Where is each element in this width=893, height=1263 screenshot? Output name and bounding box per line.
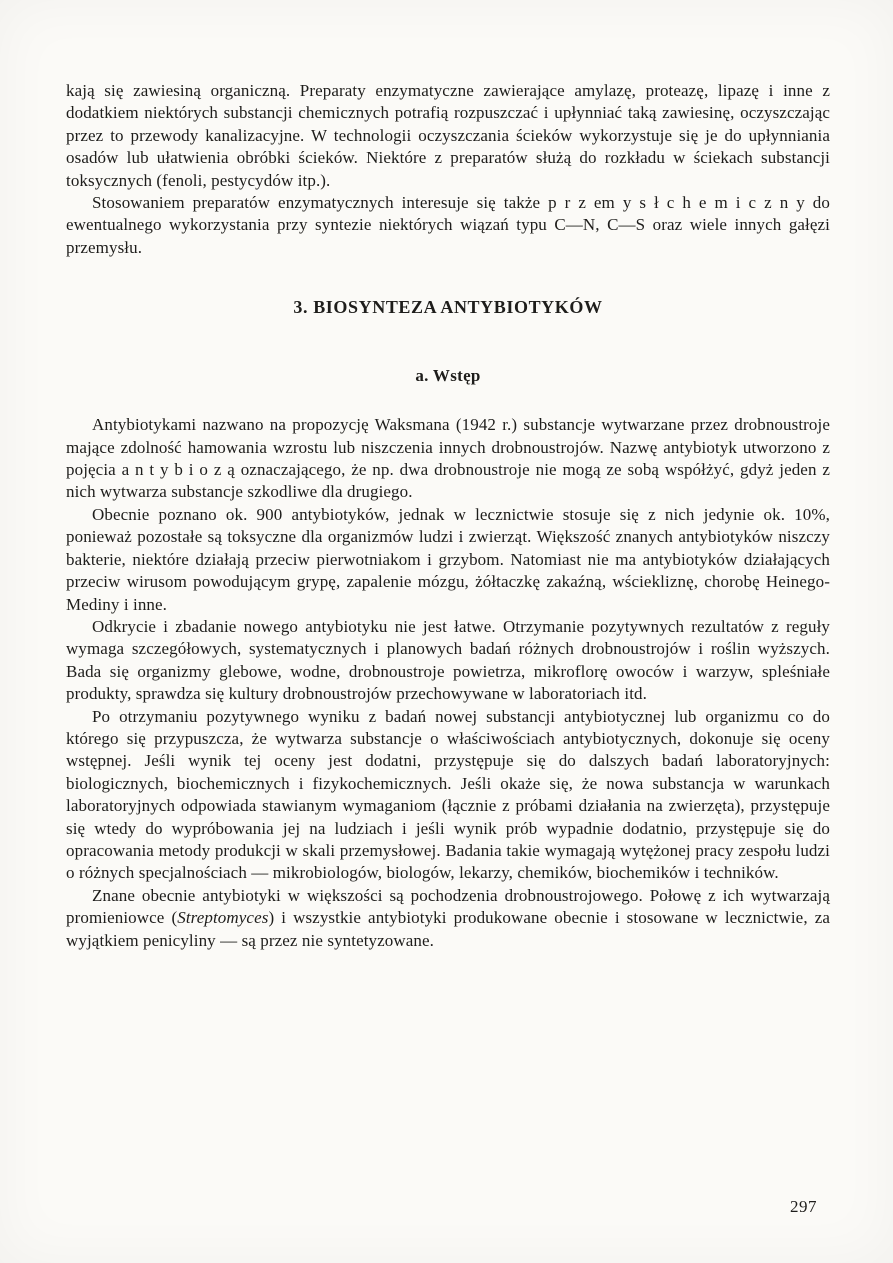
paragraph: Antybiotykami nazwano na propozycję Waksmana (1942 r.) substancje wytwarzane przez drobnoustroje mające zdolność hamowania wzrostu lub niszczenia innych drobnoustrojów. Nazwę antybiotyk utworzono z pojęcia a n t y b i o z ą oznaczającego, że np. dwa drobnoustroje nie mogą ze sobą współżyć, gdyż jeden z nich wytwarza substancje szkodliwe dla drugiego.	[66, 415, 830, 502]
paragraph	[66, 885, 830, 952]
genus-name-italic: Streptomyces	[177, 908, 269, 928]
subsection-heading: a. Wstęp	[415, 366, 481, 386]
text-block	[66, 80, 830, 952]
paragraph: Obecnie poznano ok. 900 antybiotyków, jednak w lecznictwie stosuje się z nich jedynie ok. 10%, ponieważ pozostałe są toksyczne dla organizmów ludzi i zwierząt. Większość znanych antybiotyków niszczy bakterie, niektóre działają przeciw pierwotniakom i grzybom. Natomiast nie ma antybiotyków działających przeciw wirusom powodującym grypę, zapalenie mózgu, żółtaczkę zakaźną, wściekliznę, chorobę Heinego-Mediny i inne.	[66, 504, 830, 614]
paragraph-text: ) i wszystkie antybiotyki produkowane obecnie i stosowane w lecznictwie, za wyjątkiem penicyliny — są przez nie syntetyzowane.	[66, 908, 830, 950]
paragraph: Po otrzymaniu pozytywnego wyniku z badań nowej substancji antybiotycznej lub organizmu co do którego się przypuszcza, że wytwarza substancje o właściwościach antybiotycznych, dokonuje się oceny wstępnej. Jeśli wynik tej oceny jest dodatni, przystępuje się do dalszych badań laboratoryjnych: biologicznych, biochemicznych i fizykochemicznych. Jeśli okaże się, że nowa substancja w warunkach laboratoryjnych odpowiada stawianym wymaganiom (łącznie z próbami działania na zwierzęta), przystępuje się wtedy do wypróbowania jej na ludziach i jeśli wynik prób wypadnie dodatnio, przystępuje się do opracowania metody produkcji w skali przemysłowej. Badania takie wymagają wytężonej pracy zespołu ludzi o różnych specjalnościach — mikrobiologów, biologów, lekarzy, chemików, biochemików i techników.	[66, 706, 830, 883]
page-number: 297	[790, 1197, 817, 1216]
section-heading: 3. BIOSYNTEZA ANTYBIOTYKÓW	[293, 297, 603, 318]
paragraph: Odkrycie i zbadanie nowego antybiotyku nie jest łatwe. Otrzymanie pozytywnych rezultatów z reguły wymaga szczegółowych, systematycznych i planowych badań różnych drobnoustrojów i roślin wyższych. Bada się organizmy glebowe, wodne, drobnoustroje powietrza, mikroflorę owoców i warzyw, spleśniałe produkty, sprawdza się kultury drobnoustrojów przechowywane w laboratoriach itd.	[66, 616, 830, 704]
paragraph: kają się zawiesiną organiczną. Preparaty enzymatyczne zawierające amylazę, proteazę, lipazę i inne z dodatkiem niektórych substancji chemicznych potrafią rozpuszczać i upłynniać taką zawiesinę, oczyszczając przez to przewody kanalizacyjne. W technologii oczyszczania ścieków wykorzystuje się je do upłynniania osadów lub ułatwienia obróbki ścieków. Niektóre z preparatów służą do rozkładu w ściekach substancji toksycznych (fenoli, pestycydów itp.).	[66, 81, 830, 190]
paragraph-text: Znane obecnie antybiotyki w większości są pochodzenia drobnoustrojowego. Połowę z ich wytwarzają promieniowce (	[66, 885, 830, 928]
paragraph: Stosowaniem preparatów enzymatycznych interesuje się także p r z em y s ł c h e m i c z n y do ewentualnego wykorzystania przy syntezie niektórych wiązań typu C—N, C—S oraz wiele innych gałęzi przemysłu.	[66, 193, 830, 257]
